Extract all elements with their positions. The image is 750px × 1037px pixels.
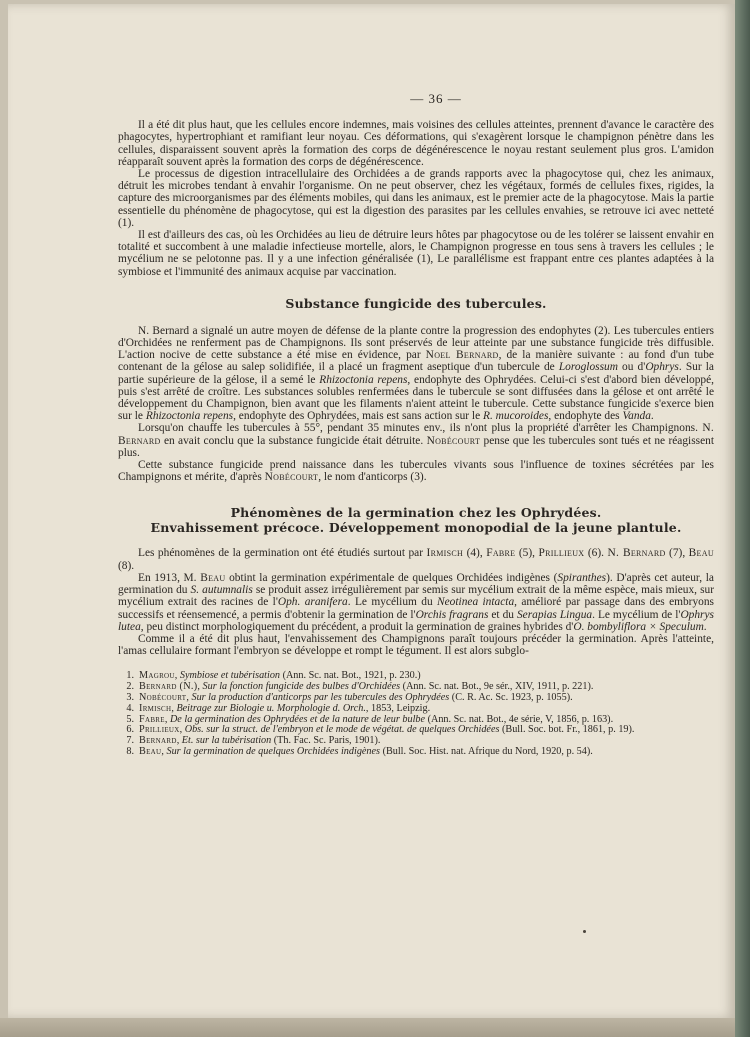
footnote: 3. Nobécourt, Sur la production d'anticorps par les tubercules des Ophrydées (C. R. Ac. Sc. 1923, p. 1055). (126, 691, 573, 703)
intro-paragraph-2: Le processus de digestion intracellulaire des Orchidées a de grands rapports avec la phagocytose qui, chez les animaux, détruit les microbes tendant à envahir l'organisme. On ne peut observer, chez les végétaux, formés de cellules fixes, rigides, la capture des microorganismes par des éléments mobiles, qui dans les animaux, est le premier acte de la phagocytose. Mais la partie essentielle du phénomène de phagocytose, qui est la digestion des parasites par les cellules envahies, se retrouve ici avec netteté (1). (118, 168, 714, 229)
fungicide-paragraph-1: N. Bernard a signalé un autre moyen de défense de la plante contre la progression des endophytes (2). Les tubercules entiers d'Orchidées ne renferment pas de Champignons. Ils sont préservés de leur atteinte par une substance fungicide très diffusible. L'action nocive de cette substance a été mise en évidence, par Noel Bernard, de la manière suivante : au fond d'un tube contenant de la gélose au salep solidifiée, il a placé un fragment aseptique d'un tubercule de Loroglossum ou d'Ophrys. Sur la partie supérieure de la gélose, il a semé le Rhizoctonia repens, endophyte des Ophrydées. Celui-ci s'est d'abord bien développé, puis s'est arrêté de croître. Les substances solubles renfermées dans le tubercule se sont diffusées dans la gélose et ont arrêté le développement du Champignon, bien avant que les filaments n'aient atteint le tubercule. Cette substance fungicide s'exerce bien sur le Rhizoctonia repens, endophyte des Ophrydées, mais est sans action sur le R. mucoroides, endophyte des Vanda. (118, 324, 715, 423)
footnote: 5. Fabre, De la germination des Ophrydées et de la nature de leur bulbe (Ann. Sc. nat. Bot., 4e série, V, 1856, p. 163). (126, 713, 614, 725)
fungicide-paragraph-3: Cette substance fungicide prend naissance dans les tubercules vivants sous l'influence de toxines sécrétées par les Champignons et mérite, d'après Nobécourt, le nom d'anticorps (3). (118, 459, 714, 484)
footnote: 4. Irmisch, Beitrage zur Biologie u. Morphologie d. Orch., 1853, Leipzig. (126, 702, 431, 714)
footnote: 8. Beau, Sur la germination de quelques Orchidées indigènes (Bull. Soc. Hist. nat. Afrique du Nord, 1920, p. 54). (126, 745, 593, 757)
footnotes (118, 671, 714, 757)
intro-paragraph-3: Il est d'ailleurs des cas, où les Orchidées au lieu de détruire leurs hôtes par phagocytose ou de les tolérer se laissent envahir en totalité et succombent à une maladie infectieuse mortelle, alors, le Champignon progresse en tous sens à travers les cellules ; le mycélium ne se pelotonne pas. Il y a une infection généralisée (1), Le parallélisme est frappant entre ces plantes adaptées à la symbiose et l'immunité des animaux acquise par vaccination. (118, 229, 714, 278)
intro-paragraph-1: Il a été dit plus haut, que les cellules encore indemnes, mais voisines des cellules atteintes, prennent d'avance le caractère des phagocytes, hypertrophiant et ramifiant leur noyau. Ces déformations, qui s'exagèrent lorsque le champignon pénètre dans les cellules, disparaissent souvent après la formation des corps de dégénérescence le noyau restant seulement plus gros. L'amidon réapparaît souvent après la formation des corps de dégénérescence. (118, 119, 714, 168)
section-heading-line-1: Phénomènes de la germination chez les Ophrydées. (230, 505, 602, 521)
germination-paragraph-3: Comme il a été dit plus haut, l'envahissement des Champignons paraît toujours précéder la germination. Après l'atteinte, l'amas cellulaire formant l'embryon se développe et rompt le tégument. Il est alors subglo- (118, 632, 714, 658)
fungicide-paragraph-2: Lorsqu'on chauffe les tubercules à 55°, pendant 35 minutes env., ils n'ont plus la propriété d'arrêter les Champignons. N. Bernard en avait conclu que la substance fungicide était détruite. Nobécourt pense que les tubercules sont tués et ne réagissent plus. (118, 422, 714, 459)
book-binding (735, 0, 750, 1037)
footnote: 6. Prillieux, Obs. sur la struct. de l'embryon et le mode de végétat. de quelques Orchidées (Bull. Soc. bot. Fr., 1861, p. 19). (126, 724, 635, 736)
page-bottom-edge (0, 1018, 735, 1037)
germination-paragraph-1: Les phénomènes de la germination ont été étudiés surtout par Irmisch (4), Fabre (5), Prillieux (6). N. Bernard (7), Beau (8). (118, 547, 714, 572)
section-heading-line-2: Envahissement précoce. Développement monopodial de la jeune plantule. (150, 520, 682, 536)
footnote: 1. Magrou, Symbiose et tubérisation (Ann. Sc. nat. Bot., 1921, p. 230.) (126, 670, 421, 682)
page-number: — 36 — (410, 91, 462, 106)
footnote: 2. Bernard (N.), Sur la fonction fungicide des bulbes d'Orchidées (Ann. Sc. nat. Bot., 9e sér., XIV, 1911, p. 221). (126, 681, 594, 693)
section-heading-fungicide: Substance fungicide des tubercules. (285, 295, 547, 311)
page-content (118, 93, 714, 758)
germination-paragraph-2: En 1913, M. Beau obtint la germination expérimentale de quelques Orchidées indigènes (Spiranthes). D'après cet auteur, la germination du S. autumnalis se produit assez irrégulièrement par semis sur mycélium extrait de la même espèce, mais mieux, sur mycélium extrait des racines de l'Oph. aranifera. Le mycélium du Neotinea intacta, amélioré par passage dans des embryons successifs et réensemencé, a permis d'obtenir la germination de l'Orchis fragrans et du Serapias Lingua. Le mycélium de l'Ophrys lutea, peu distinct morphologiquement du précédent, a produit la germination de graines hybrides d'O. bombyliflora × Speculum. (118, 571, 714, 633)
section-heading-germination (118, 505, 714, 535)
ink-speck (583, 930, 586, 933)
footnote: 7. Bernard, Et. sur la tubérisation (Th. Fac. Sc. Paris, 1901). (126, 735, 381, 747)
